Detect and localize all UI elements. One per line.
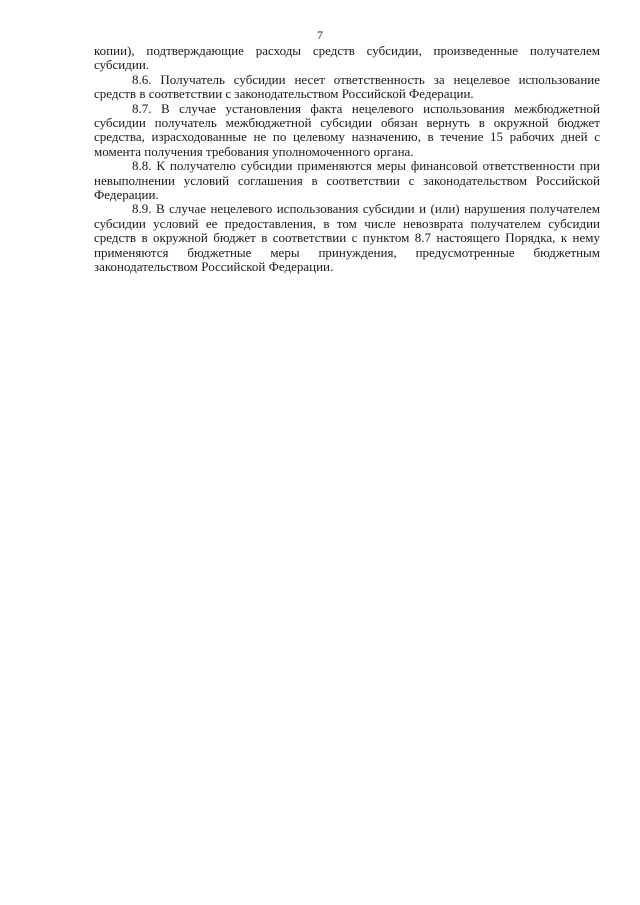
paragraph-continuation: копии), подтверждающие расходы средств субсидии, произведенные получателем субсидии.: [94, 43, 600, 73]
paragraph-8-7: 8.7. В случае установления факта нецелевого использования межбюджетной субсидии получатель межбюджетной субсидии обязан вернуть в окружной бюджет средства, израсходованные не по целевому назначению, в течение 15 рабочих дней с момента получения требования уполномоченного органа.: [94, 100, 600, 159]
paragraph-8-8: 8.8. К получателю субсидии применяются меры финансовой ответственности при невыполнении условий соглашения в соответствии с законодательством Российской Федерации.: [94, 158, 600, 203]
paragraph-8-6: 8.6. Получатель субсидии несет ответственность за нецелевое использование средств в соответствии с законодательством Российской Федерации.: [94, 71, 600, 102]
page-number: 7: [317, 28, 323, 42]
document-body: [94, 44, 600, 275]
paragraph-8-9: 8.9. В случае нецелевого использования субсидии и (или) нарушения получателем субсидии условий ее предоставления, в том числе невозврата получателем субсидии средств в окружной бюджет в соответствии с пунктом 8.7 настоящего Порядка, к нему применяются бюджетные меры принуждения, предусмотренные бюджетным законодательством Российской Федерации.: [94, 201, 600, 275]
